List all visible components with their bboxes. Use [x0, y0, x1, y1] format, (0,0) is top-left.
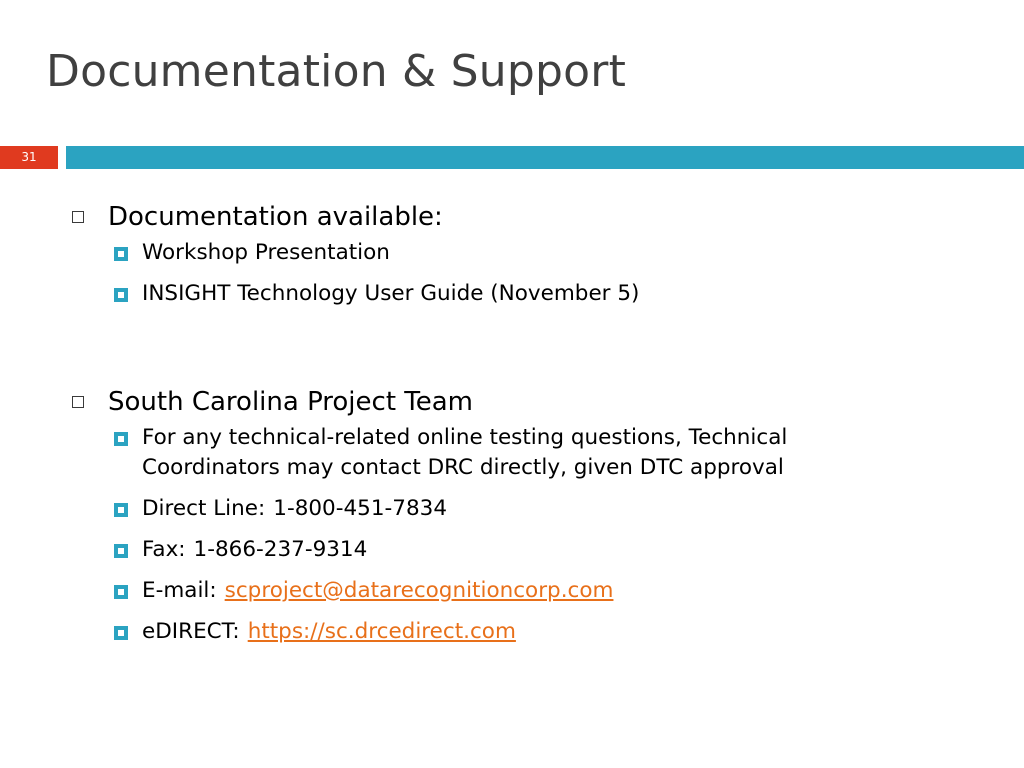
- fax-value: 1-866-237-9314: [193, 537, 368, 562]
- list-item: [114, 279, 972, 309]
- fax-label: Fax:: [142, 537, 186, 562]
- section-project-team: [72, 385, 972, 658]
- filled-square-bullet-icon: [114, 585, 128, 599]
- section-heading: Documentation available:: [108, 202, 443, 232]
- email-label: E-mail:: [142, 578, 217, 603]
- level1-item: [72, 200, 972, 234]
- list-item: [114, 238, 972, 268]
- section-documentation: [72, 200, 972, 320]
- list-item-text: Workshop Presentation: [142, 240, 390, 265]
- list-item-text: For any technical-related online testing questions, Technical Coordinators may contact DRC directly, given DTC approval: [142, 425, 788, 480]
- list-item: [114, 423, 932, 483]
- email-link[interactable]: scproject@datarecognitioncorp.com: [224, 578, 614, 603]
- filled-square-bullet-icon: [114, 247, 128, 261]
- direct-line-value: 1-800-451-7834: [273, 496, 448, 521]
- list-item-edirect: [114, 617, 972, 647]
- filled-square-bullet-icon: [114, 288, 128, 302]
- filled-square-bullet-icon: [114, 503, 128, 517]
- section-heading: South Carolina Project Team: [108, 387, 474, 417]
- list-item-text: INSIGHT Technology User Guide (November 5): [142, 281, 640, 306]
- hollow-square-icon: [72, 211, 84, 223]
- edirect-link[interactable]: https://sc.drcedirect.com: [247, 619, 516, 644]
- direct-line-label: Direct Line:: [142, 496, 266, 521]
- sub-list: [72, 423, 972, 647]
- level1-item: [72, 385, 972, 419]
- list-item-email: [114, 576, 972, 606]
- filled-square-bullet-icon: [114, 544, 128, 558]
- list-item-fax: [114, 535, 972, 565]
- slide-number-badge: 31: [0, 146, 58, 169]
- filled-square-bullet-icon: [114, 626, 128, 640]
- edirect-label: eDIRECT:: [142, 619, 240, 644]
- sub-list: [72, 238, 972, 309]
- hollow-square-icon: [72, 396, 84, 408]
- slide-title: Documentation & Support: [46, 46, 627, 97]
- filled-square-bullet-icon: [114, 432, 128, 446]
- list-item-direct-line: [114, 494, 972, 524]
